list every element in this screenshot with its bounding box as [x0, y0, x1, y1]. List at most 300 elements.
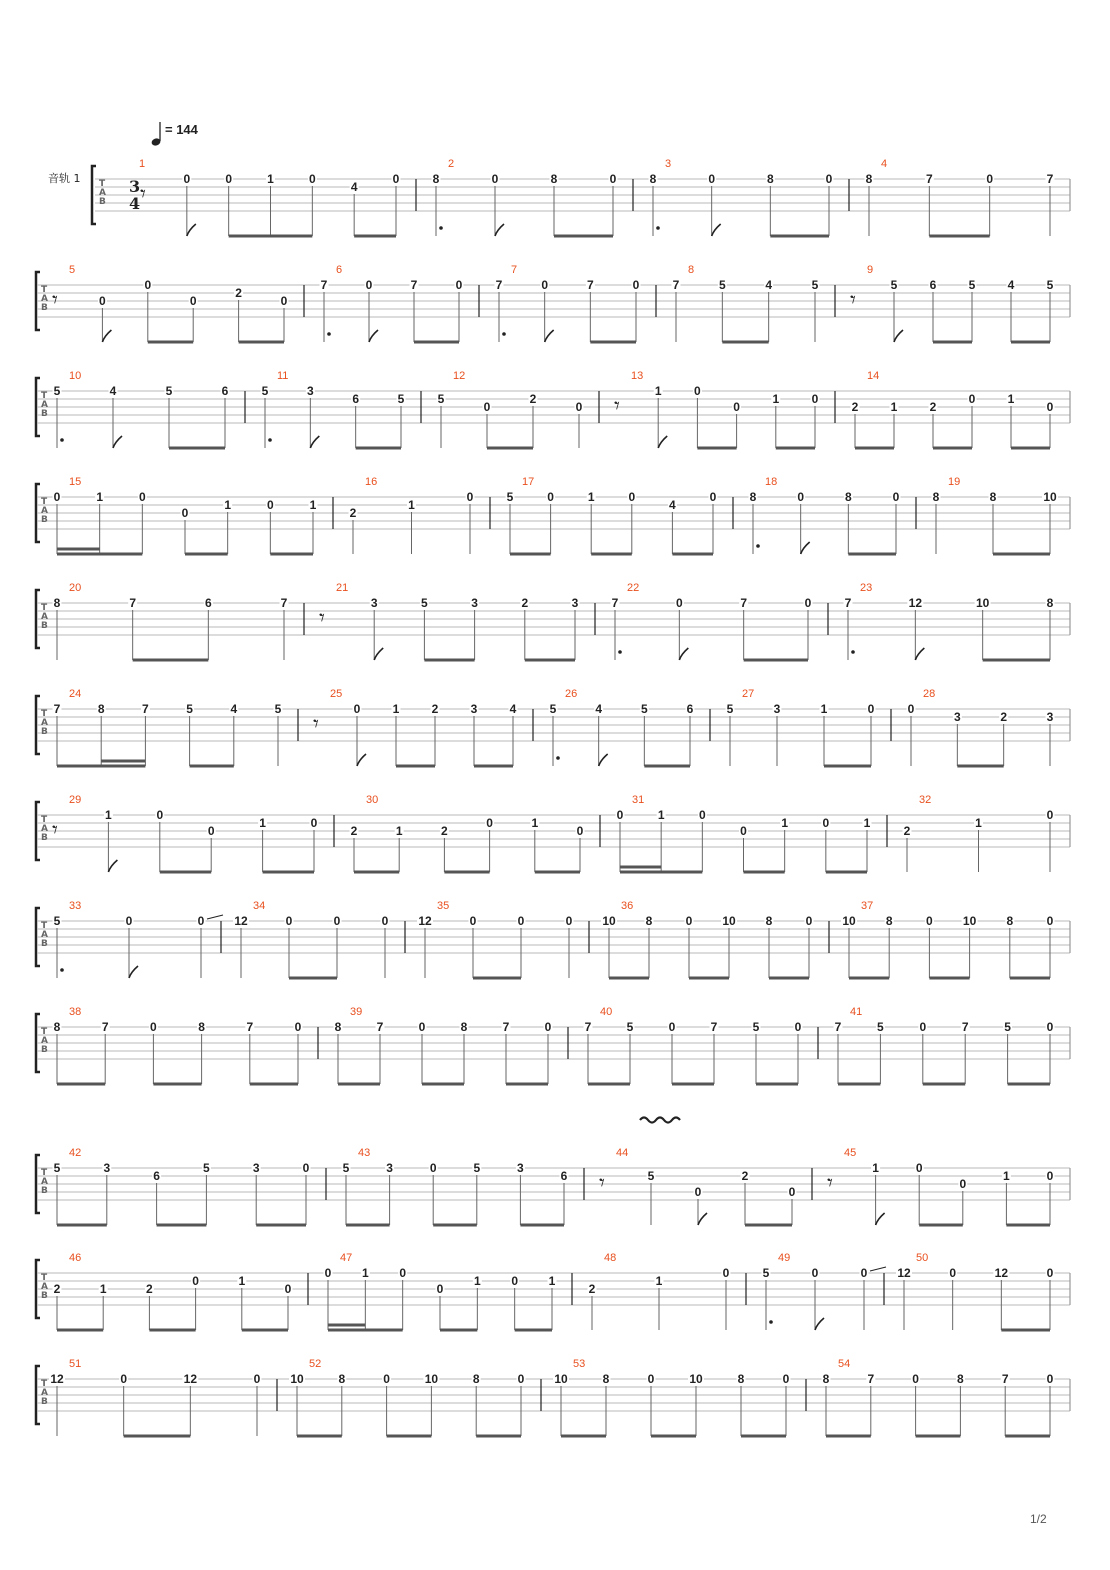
fret-number: 3: [103, 1161, 111, 1175]
fret-number: 2: [431, 702, 439, 716]
fret-number: 7: [280, 596, 288, 610]
fret-number: 0: [794, 1020, 802, 1034]
measure-number: 6: [336, 264, 343, 276]
rhythm-dot: [656, 226, 660, 230]
measure-number: 14: [867, 370, 880, 382]
fret-number: 2: [929, 400, 937, 414]
fret-number: 1: [655, 1274, 663, 1288]
tab-clef-letter: T: [41, 1027, 48, 1037]
measure-number: 44: [616, 1147, 629, 1159]
fret-number: 0: [156, 808, 164, 822]
tab-clef-letter: T: [41, 391, 48, 401]
fret-number: 0: [685, 914, 693, 928]
fret-number: 4: [765, 278, 773, 292]
fret-number: 0: [517, 1372, 525, 1386]
time-signature-bottom: 4: [129, 194, 141, 213]
measure-number: 33: [69, 900, 82, 912]
fret-number: 0: [1046, 1020, 1054, 1034]
fret-number: 0: [722, 1266, 730, 1280]
fret-number: 4: [669, 498, 676, 512]
fret-number: 0: [324, 1266, 332, 1280]
measure-number: 34: [253, 900, 266, 912]
fret-number: 4: [509, 702, 517, 716]
fret-number: 4: [109, 384, 117, 398]
fret-number: 0: [138, 490, 146, 504]
slide-mark: [207, 915, 223, 919]
fret-number: 3: [370, 596, 378, 610]
measure-number: 22: [627, 582, 640, 594]
fret-number: 0: [892, 490, 900, 504]
fret-number: 0: [805, 914, 813, 928]
fret-number: 0: [986, 172, 994, 186]
fret-number: 8: [472, 1372, 480, 1386]
fret-number: 8: [1046, 596, 1054, 610]
rhythm-dot: [60, 438, 64, 442]
fret-number: 12: [183, 1372, 198, 1386]
measure-number: 50: [916, 1252, 929, 1264]
tab-clef-letter: B: [41, 621, 48, 631]
tab-clef-letter: T: [41, 285, 48, 295]
fret-number: 5: [718, 278, 726, 292]
fret-number: 8: [957, 1372, 964, 1386]
measure-number: 24: [69, 688, 82, 700]
fret-number: 8: [1006, 914, 1014, 928]
fret-number: 0: [782, 1372, 790, 1386]
measure-number: 51: [69, 1358, 82, 1370]
rhythm-dot: [851, 650, 855, 654]
fret-number: 0: [926, 914, 933, 928]
tab-clef-letter: B: [41, 303, 48, 313]
fret-number: 0: [469, 914, 477, 928]
slide-mark: [870, 1267, 886, 1271]
eighth-rest: 𝄾: [599, 1171, 605, 1196]
fret-number: 0: [576, 824, 584, 838]
fret-number: 3: [306, 384, 314, 398]
fret-number: 1: [890, 400, 898, 414]
fret-number: 7: [961, 1020, 969, 1034]
fret-number: 7: [495, 278, 503, 292]
fret-number: 8: [765, 914, 773, 928]
tab-clef-letter: A: [99, 188, 106, 198]
measure-number: 53: [573, 1358, 586, 1370]
fret-number: 8: [198, 1020, 205, 1034]
rhythm-dot: [60, 968, 64, 972]
fret-number: 7: [586, 278, 594, 292]
fret-number: 0: [511, 1274, 519, 1288]
fret-number: 12: [418, 914, 432, 928]
rhythm-dot: [502, 332, 506, 336]
tab-clef-letter: T: [41, 1168, 48, 1178]
fret-number: 5: [726, 702, 734, 716]
fret-number: 3: [517, 1161, 524, 1175]
track-name: 音轨 1: [48, 172, 81, 185]
measure-number: 45: [844, 1147, 857, 1159]
measure-number: 23: [860, 582, 873, 594]
measure-number: 26: [565, 688, 578, 700]
fret-number: 0: [192, 1274, 199, 1288]
tempo-label: = 144: [165, 122, 198, 137]
measure-number: 18: [765, 476, 778, 488]
fret-number: 4: [595, 702, 603, 716]
note-flag: [894, 330, 903, 342]
rhythm-dot: [769, 1320, 773, 1324]
note-flag: [815, 1318, 824, 1330]
measure-number: 43: [358, 1147, 371, 1159]
fret-number: 10: [602, 914, 616, 928]
fret-number: 5: [165, 384, 173, 398]
measure-number: 35: [437, 900, 450, 912]
fret-number: 8: [649, 172, 657, 186]
fret-number: 0: [698, 808, 706, 822]
fret-number: 0: [668, 1020, 676, 1034]
fret-number: 0: [310, 816, 318, 830]
fret-number: 6: [686, 702, 694, 716]
fret-number: 0: [915, 1161, 923, 1175]
fret-number: 1: [654, 384, 662, 398]
fret-number: 0: [392, 172, 400, 186]
fret-number: 5: [53, 384, 61, 398]
fret-number: 0: [150, 1020, 157, 1034]
measure-number: 38: [69, 1006, 82, 1018]
eighth-rest: 𝄾: [52, 818, 58, 843]
fret-number: 1: [309, 498, 317, 512]
fret-number: 1: [548, 1274, 556, 1288]
fret-number: 6: [204, 596, 212, 610]
fret-number: 0: [968, 392, 976, 406]
measure-number: 31: [632, 794, 645, 806]
fret-number: 7: [1001, 1372, 1009, 1386]
measure-number: 8: [688, 264, 695, 276]
fret-number: 0: [628, 490, 636, 504]
tab-clef-letter: T: [41, 921, 48, 931]
rhythm-dot: [439, 226, 443, 230]
measure-number: 1: [139, 158, 146, 170]
eighth-rest: 𝄾: [319, 606, 325, 631]
note-flag: [129, 966, 138, 978]
eighth-rest: 𝄾: [140, 182, 146, 207]
eighth-rest: 𝄾: [313, 712, 319, 737]
fret-number: 1: [361, 1266, 369, 1280]
tab-clef-letter: A: [41, 400, 48, 410]
fret-number: 0: [418, 1020, 426, 1034]
fret-number: 0: [1046, 808, 1054, 822]
fret-number: 12: [908, 596, 923, 610]
measure-number: 27: [742, 688, 755, 700]
fret-number: 8: [432, 172, 440, 186]
fret-number: 0: [466, 490, 474, 504]
fret-number: 8: [53, 596, 61, 610]
note-flag: [599, 754, 608, 766]
fret-number: 7: [710, 1020, 718, 1034]
fret-number: 5: [53, 914, 61, 928]
note-flag: [113, 436, 122, 448]
measure-number: 15: [69, 476, 82, 488]
fret-number: 0: [616, 808, 624, 822]
fret-number: 5: [186, 702, 193, 716]
fret-number: 0: [788, 1185, 796, 1199]
note-flag: [108, 860, 117, 872]
tab-clef-letter: A: [41, 1177, 48, 1187]
fret-number: 0: [694, 1185, 702, 1199]
measure-number: 4: [881, 158, 888, 170]
fret-number: 7: [320, 278, 328, 292]
fret-number: 0: [381, 914, 389, 928]
tab-clef-letter: A: [41, 930, 48, 940]
fret-number: 7: [584, 1020, 592, 1034]
fret-number: 2: [1000, 710, 1008, 724]
note-flag: [801, 542, 810, 554]
fret-number: 1: [531, 816, 539, 830]
fret-number: 0: [675, 596, 683, 610]
measure-number: 39: [350, 1006, 363, 1018]
measure-number: 49: [778, 1252, 791, 1264]
fret-number: 3: [470, 702, 478, 716]
measure-number: 13: [631, 370, 644, 382]
fret-number: 10: [975, 596, 990, 610]
fret-number: 2: [529, 392, 537, 406]
note-flag: [369, 330, 378, 342]
fret-number: 6: [221, 384, 229, 398]
eighth-rest: 𝄾: [52, 288, 58, 313]
tab-clef-letter: B: [41, 1045, 48, 1055]
fret-number: 6: [352, 392, 360, 406]
fret-number: 7: [1046, 172, 1054, 186]
fret-number: 1: [99, 1282, 107, 1296]
fret-number: 1: [1007, 392, 1015, 406]
fret-number: 7: [740, 596, 748, 610]
fret-number: 10: [689, 1372, 703, 1386]
fret-number: 3: [571, 596, 579, 610]
fret-number: 0: [811, 1266, 819, 1280]
fret-number: 0: [207, 824, 215, 838]
tab-clef-letter: B: [41, 1397, 48, 1407]
fret-number: 4: [230, 702, 238, 716]
fret-number: 1: [395, 824, 403, 838]
fret-number: 1: [96, 490, 104, 504]
tab-clef-letter: T: [99, 179, 106, 189]
tab-clef-letter: A: [41, 824, 48, 834]
fret-number: 0: [125, 914, 133, 928]
measure-number: 54: [838, 1358, 851, 1370]
fret-number: 2: [851, 400, 859, 414]
eighth-rest: 𝄾: [614, 394, 620, 419]
fret-number: 0: [797, 490, 805, 504]
fret-number: 1: [587, 490, 595, 504]
fret-number: 5: [397, 392, 405, 406]
fret-number: 5: [752, 1020, 760, 1034]
fret-number: 2: [349, 506, 357, 520]
measure-number: 20: [69, 582, 82, 594]
fret-number: 8: [737, 1372, 745, 1386]
fret-number: 0: [99, 294, 106, 308]
fret-number: 5: [626, 1020, 634, 1034]
fret-number: 5: [890, 278, 898, 292]
fret-number: 0: [302, 1161, 310, 1175]
fret-number: 6: [929, 278, 937, 292]
fret-number: 6: [560, 1169, 568, 1183]
fret-number: 2: [903, 824, 911, 838]
fret-number: 2: [441, 824, 448, 838]
fret-number: 7: [925, 172, 933, 186]
fret-number: 8: [334, 1020, 342, 1034]
fret-number: 3: [471, 596, 478, 610]
tab-clef-letter: T: [41, 497, 48, 507]
fret-number: 1: [224, 498, 232, 512]
fret-number: 0: [353, 702, 361, 716]
fret-number: 5: [53, 1161, 61, 1175]
fret-number: 0: [294, 1020, 302, 1034]
fret-number: 7: [101, 1020, 109, 1034]
fret-number: 5: [968, 278, 976, 292]
fret-number: 2: [350, 824, 358, 838]
fret-number: 5: [437, 392, 445, 406]
fret-number: 0: [383, 1372, 390, 1386]
fret-number: 0: [740, 824, 747, 838]
measure-number: 40: [600, 1006, 613, 1018]
note-flag: [495, 224, 504, 236]
eighth-rest: 𝄾: [827, 1171, 833, 1196]
fret-number: 0: [609, 172, 617, 186]
fret-number: 7: [376, 1020, 384, 1034]
fret-number: 8: [460, 1020, 468, 1034]
fret-number: 0: [919, 1020, 927, 1034]
fret-number: 0: [308, 172, 316, 186]
fret-number: 5: [203, 1161, 210, 1175]
note-flag: [102, 330, 111, 342]
fret-number: 0: [804, 596, 812, 610]
fret-number: 0: [860, 1266, 868, 1280]
tab-clef-letter: T: [41, 709, 48, 719]
measure-number: 10: [69, 370, 82, 382]
fret-number: 7: [53, 702, 61, 716]
fret-number: 0: [949, 1266, 957, 1280]
fret-number: 7: [502, 1020, 510, 1034]
fret-number: 7: [672, 278, 680, 292]
fret-number: 0: [575, 400, 583, 414]
tab-clef-letter: B: [41, 1186, 48, 1196]
tab-clef-letter: A: [41, 718, 48, 728]
fret-number: 0: [365, 278, 373, 292]
fret-number: 0: [632, 278, 640, 292]
fret-number: 0: [811, 392, 819, 406]
measure-number: 25: [330, 688, 343, 700]
fret-number: 5: [549, 702, 557, 716]
tab-clef-letter: B: [41, 939, 48, 949]
fret-number: 2: [53, 1282, 61, 1296]
fret-number: 5: [1046, 278, 1054, 292]
fret-number: 7: [867, 1372, 875, 1386]
fret-number: 0: [280, 294, 288, 308]
note-flag: [187, 224, 196, 236]
fret-number: 0: [822, 816, 830, 830]
tab-clef-letter: A: [41, 1388, 48, 1398]
fret-number: 0: [266, 498, 274, 512]
note-flag: [658, 436, 667, 448]
fret-number: 2: [235, 286, 242, 300]
measure-number: 19: [948, 476, 961, 488]
vibrato-mark: [640, 1118, 680, 1123]
fret-number: 5: [1004, 1020, 1011, 1034]
page-number: 1/2: [1030, 1512, 1047, 1526]
fret-number: 10: [290, 1372, 304, 1386]
fret-number: 2: [146, 1282, 153, 1296]
measure-number: 16: [365, 476, 378, 488]
note-flag: [698, 1213, 707, 1225]
fret-number: 7: [844, 596, 852, 610]
fret-number: 5: [647, 1169, 655, 1183]
fret-number: 5: [877, 1020, 884, 1034]
rhythm-dot: [556, 756, 560, 760]
fret-number: 8: [53, 1020, 61, 1034]
fret-number: 2: [521, 596, 529, 610]
fret-number: 8: [338, 1372, 346, 1386]
measure-number: 47: [340, 1252, 353, 1264]
note-flag: [357, 754, 366, 766]
fret-number: 0: [912, 1372, 919, 1386]
fret-number: 0: [225, 172, 233, 186]
fret-number: 7: [246, 1020, 254, 1034]
fret-number: 3: [252, 1161, 260, 1175]
tab-clef-letter: A: [41, 1282, 48, 1292]
fret-number: 10: [962, 914, 977, 928]
eighth-rest: 𝄾: [850, 288, 856, 313]
fret-number: 5: [421, 596, 428, 610]
fret-number: 0: [1046, 400, 1054, 414]
fret-number: 1: [781, 816, 789, 830]
fret-number: 0: [959, 1177, 967, 1191]
fret-number: 5: [261, 384, 269, 398]
fret-number: 10: [722, 914, 736, 928]
fret-number: 10: [842, 914, 856, 928]
fret-number: 0: [144, 278, 152, 292]
fret-number: 1: [473, 1274, 481, 1288]
fret-number: 5: [811, 278, 819, 292]
fret-number: 0: [183, 172, 191, 186]
note-flag: [374, 648, 383, 660]
fret-number: 0: [436, 1282, 444, 1296]
fret-number: 3: [386, 1161, 393, 1175]
fret-number: 0: [120, 1372, 128, 1386]
fret-number: 12: [234, 914, 248, 928]
fret-number: 7: [142, 702, 149, 716]
fret-number: 5: [473, 1161, 481, 1175]
fret-number: 5: [342, 1161, 350, 1175]
rhythm-dot: [268, 438, 272, 442]
measure-number: 3: [665, 158, 672, 170]
fret-number: 8: [766, 172, 774, 186]
tab-clef-letter: B: [41, 833, 48, 843]
tab-clef-letter: B: [41, 409, 48, 419]
measure-number: 5: [69, 264, 76, 276]
measure-number: 46: [69, 1252, 82, 1264]
fret-number: 1: [105, 808, 112, 822]
fret-number: 8: [989, 490, 997, 504]
fret-number: 1: [392, 702, 400, 716]
fret-number: 0: [483, 400, 491, 414]
fret-number: 1: [772, 392, 780, 406]
fret-number: 8: [865, 172, 873, 186]
rhythm-dot: [327, 332, 331, 336]
fret-number: 0: [709, 490, 717, 504]
fret-number: 0: [285, 914, 293, 928]
measure-number: 48: [604, 1252, 617, 1264]
measure-number: 12: [453, 370, 466, 382]
fret-number: 8: [932, 490, 940, 504]
fret-number: 0: [189, 294, 197, 308]
fret-number: 0: [53, 490, 61, 504]
fret-number: 12: [994, 1266, 1009, 1280]
fret-number: 8: [749, 490, 757, 504]
